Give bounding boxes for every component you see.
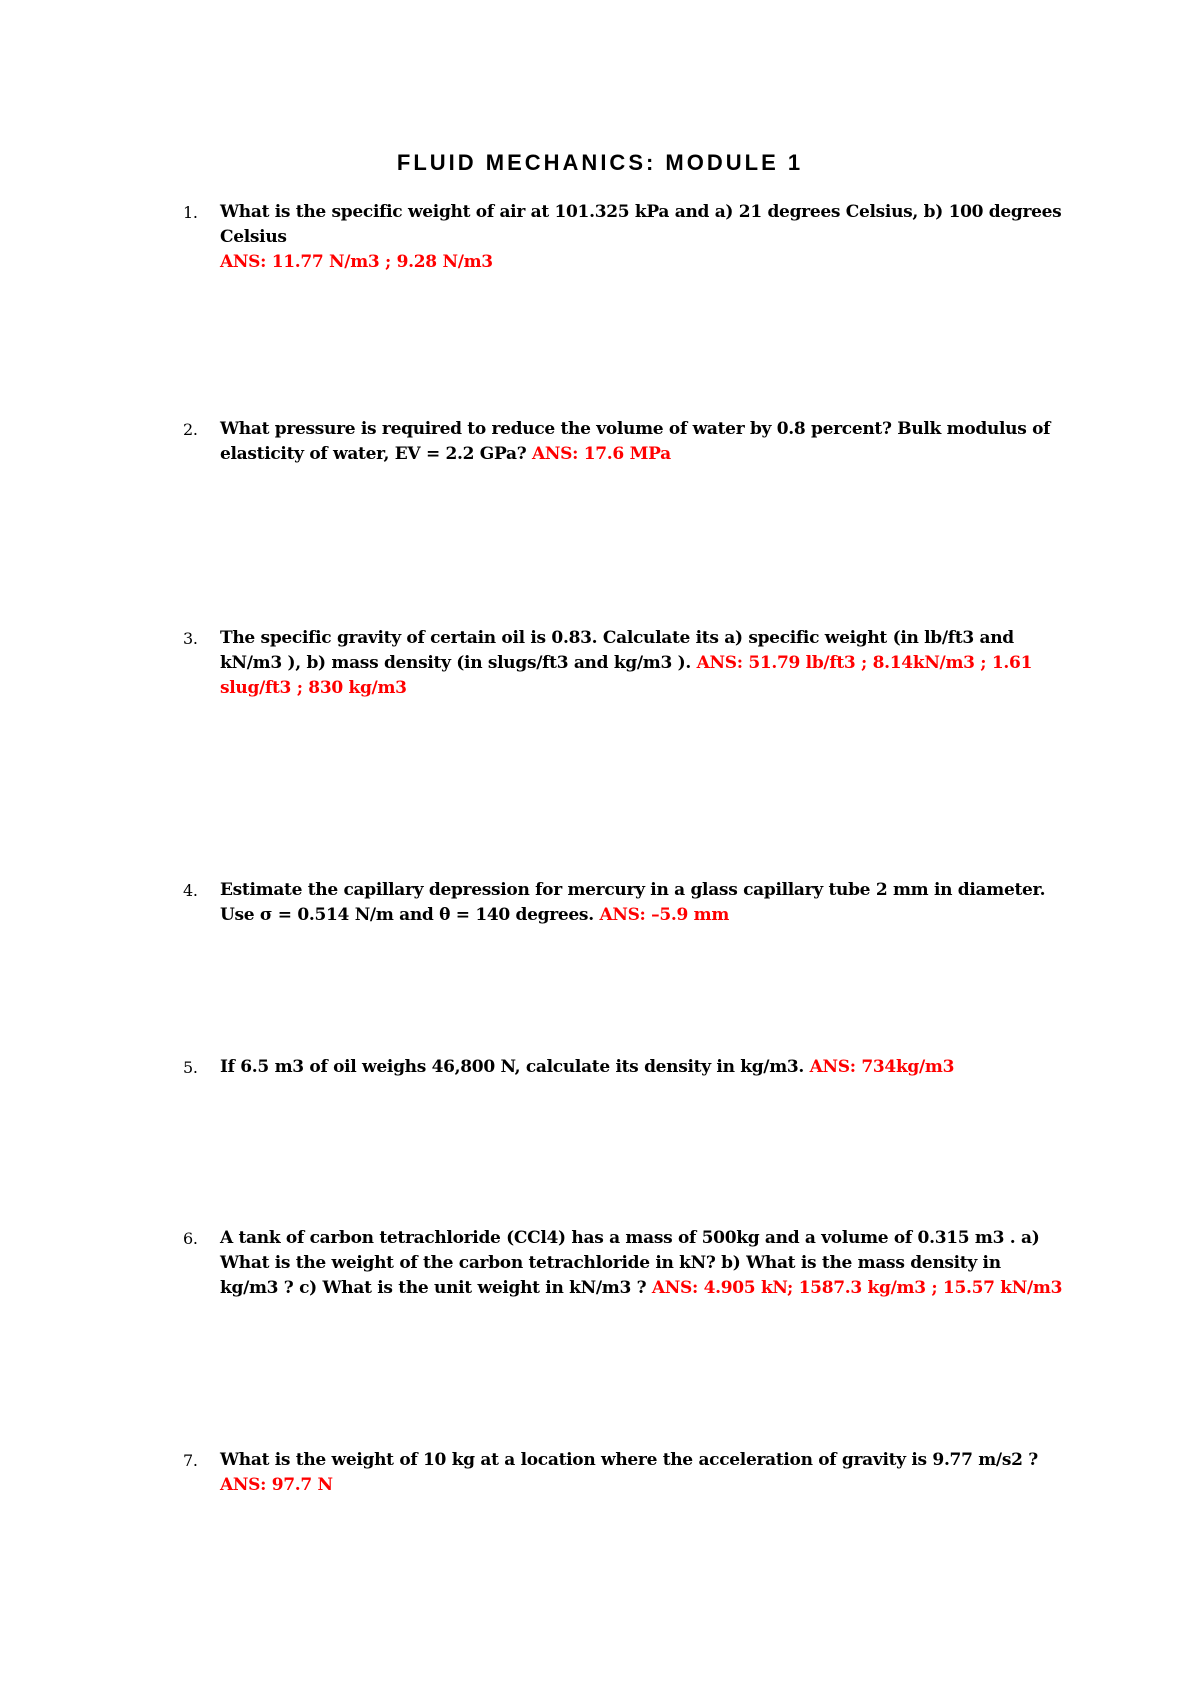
question-text: Estimate the capillary depression for mercury in a glass capillary tube 2 mm in diameter. Use σ = 0.514 N/m and θ = 140 degrees. (220, 880, 1046, 925)
question-number: 3. (183, 629, 198, 648)
question-content (220, 417, 1063, 467)
answer-text: ANS: 11.77 N/m3 ; 9.28 N/m3 (220, 252, 493, 272)
question-text: The specific gravity of certain oil is 0.83. Calculate its a) specific weight (in lb/ft3 and kN/m3 ), b) mass density (in slugs/ft3 and kg/m3 ). (220, 628, 1014, 673)
question-text: If 6.5 m3 of oil weighs 46,800 N, calculate its density in kg/m3. (220, 1057, 810, 1077)
question-6 (183, 1226, 1063, 1301)
question-content (220, 626, 1063, 701)
question-content (220, 1055, 1063, 1080)
question-text: A tank of carbon tetrachloride (CCl4) has a mass of 500kg and a volume of 0.315 m3 . a) What is the weight of the carbon tetrachloride in kN? b) What is the mass density in kg/m3 ? c) What is the unit weight in kN/m3 ? (220, 1228, 1040, 1298)
question-text: What pressure is required to reduce the volume of water by 0.8 percent? Bulk modulus of elasticity of water, EV = 2.2 GPa? (220, 419, 1051, 464)
question-content (220, 1226, 1063, 1301)
question-5 (183, 1055, 1063, 1080)
question-text: What is the weight of 10 kg at a location where the acceleration of gravity is 9.77 m/s2 ? (220, 1450, 1038, 1470)
page-title: FLUID MECHANICS: MODULE 1 (396, 150, 804, 175)
question-number: 2. (183, 420, 198, 439)
question-3 (183, 626, 1063, 701)
answer-text: ANS: 97.7 N (220, 1475, 333, 1495)
question-number: 7. (183, 1451, 198, 1470)
question-1 (183, 200, 1063, 275)
question-number: 4. (183, 881, 198, 900)
question-number: 1. (183, 203, 198, 222)
question-7 (183, 1448, 1063, 1498)
question-content (220, 878, 1063, 928)
answer-text: ANS: 17.6 MPa (532, 444, 671, 464)
answer-text: ANS: 51.79 lb/ft3 ; 8.14kN/m3 ; 1.61 slug/ft3 ; 830 kg/m3 (220, 653, 1033, 698)
answer-text: ANS: 4.905 kN; 1587.3 kg/m3 ; 15.57 kN/m3 (651, 1278, 1063, 1298)
question-number: 6. (183, 1229, 198, 1248)
question-number: 5. (183, 1058, 198, 1077)
answer-text: ANS: –5.9 mm (599, 905, 730, 925)
question-content (220, 1448, 1063, 1498)
question-text: What is the specific weight of air at 101.325 kPa and a) 21 degrees Celsius, b) 100 degrees Celsius (220, 202, 1062, 247)
question-2 (183, 417, 1063, 467)
question-4 (183, 878, 1063, 928)
answer-text: ANS: 734kg/m3 (809, 1057, 955, 1077)
